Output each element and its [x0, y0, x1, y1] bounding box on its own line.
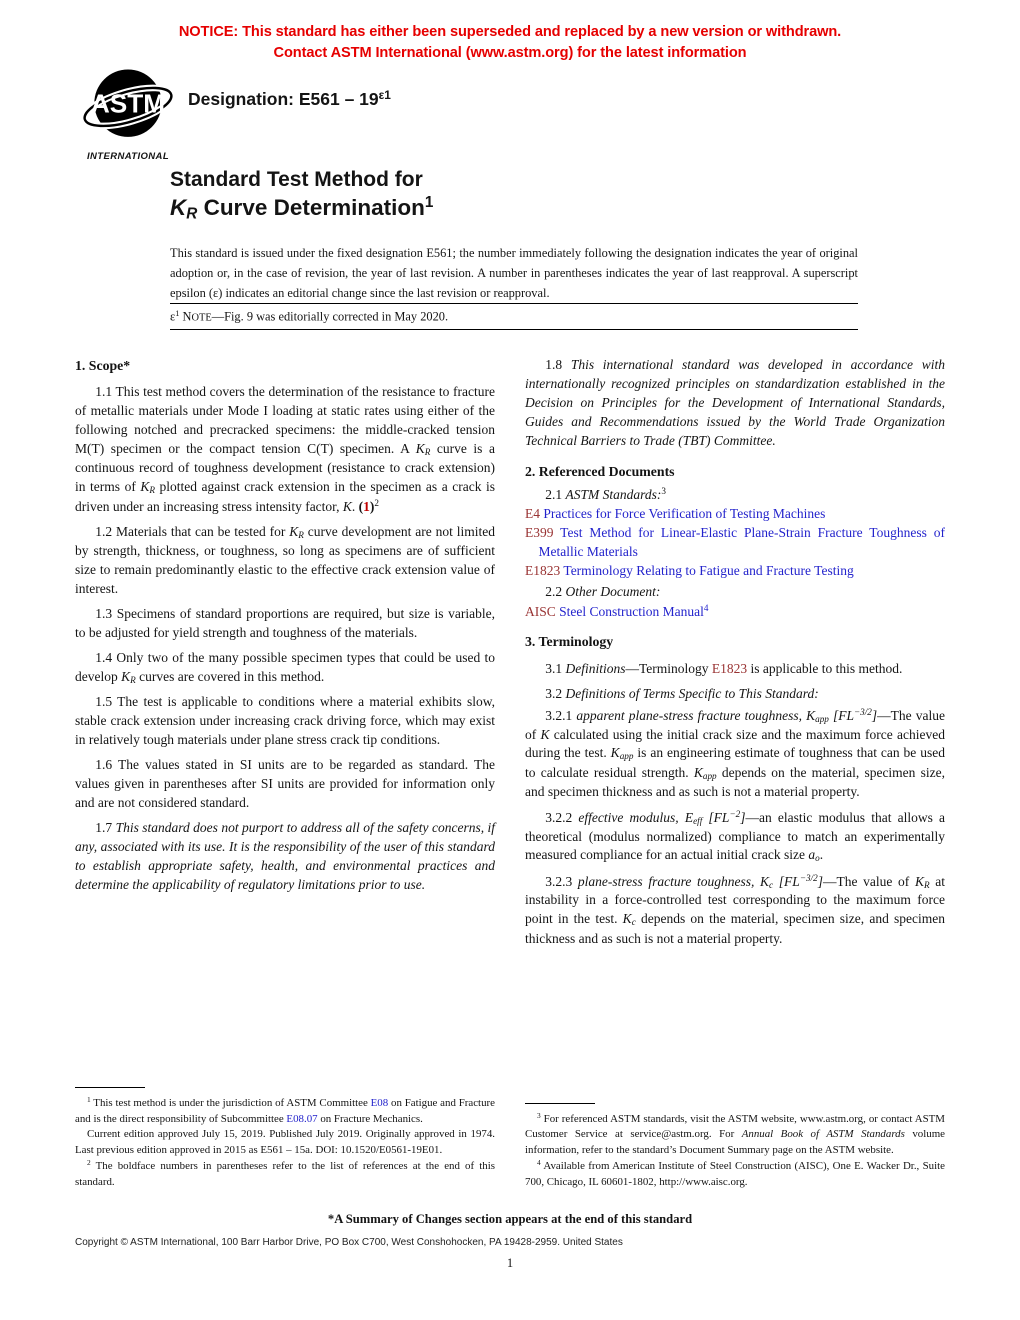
reference-item-e1823 [525, 562, 945, 581]
footnote-rule-right [525, 1103, 595, 1104]
body-columns [75, 352, 945, 1190]
reference-item-aisc: AISC Steel Construction Manual$^4$ [525, 602, 709, 619]
footnotes-right [525, 1103, 945, 1190]
footnote-2: $^2$ The boldface numbers in parentheses refer to the list of references at the end of this standard. [75, 1158, 495, 1188]
copyright-line: Copyright © ASTM International, 100 Barr Harbor Drive, PO Box C700, West Conshohocken, PA 19428-2959. United States [75, 1237, 623, 1248]
footnote-1: $^1$ This test method is under the jurisdiction of ASTM Committee E08 on Fatigue and Fracture and is the direct responsibility of Subcommittee E08.07 on Fracture Mechanics. [75, 1095, 495, 1125]
astm-logo-text: ASTM [90, 88, 166, 119]
link-aisc[interactable]: AISC [525, 603, 556, 619]
section-heading-scope: 1. Scope* [75, 358, 131, 373]
para-1-7: 1.7 This standard does not purport to address all of the safety concerns, if any, associated with its use. It is the responsibility of the user of this standard to establish appropriate safety, health, and environmental practices and determine the applicability of regulatory limitations prior to use. [75, 819, 496, 892]
link-e399-title[interactable]: Test Method for Linear-Elastic Plane-Strain Fracture Toughness of Metallic Materials [538, 524, 945, 559]
para-1-3: 1.3 Specimens of standard proportions are required, but size is variable, to be adjusted for yield strength and toughness of the materials. [75, 606, 495, 641]
title-line-1: Standard Test Method for [170, 168, 423, 191]
section-heading-terminology: 3. Terminology [525, 634, 614, 650]
link-e08[interactable]: E08 [370, 1097, 389, 1110]
link-reference-1[interactable]: 1 [363, 499, 370, 515]
left-column [75, 352, 495, 1190]
astm-logo [80, 62, 176, 162]
para-1-1: 1.1 This test method covers the determination of the resistance to fracture of metallic materials under Mode I loading at static rates using either of the following notched and precracked specimens: the middle-cracked tension M(T) specimen or the compact tension C(T) specimen. A $K_R$ curve is a continuous record of toughness development (resistance to crack extension) in terms of $K_R$ plotted against crack extension in the specimen as a crack is driven under an increasing stress intensity factor, K. $(1)^2$ [75, 384, 495, 515]
link-e399[interactable]: E399 [525, 524, 554, 540]
notice-line-2: Contact ASTM International (www.astm.org) for the latest information [273, 44, 747, 61]
section-heading-referenced-documents: 2. Referenced Documents [525, 463, 675, 479]
footnotes-left [75, 1087, 495, 1190]
para-2-2: 2.2 Other Document: [545, 583, 661, 599]
para-3-2-2: 3.2.2 effective modulus, $E_{eff}$ $[FL^{-2}]—an$ elastic modulus that allows a theoretical (modulus normalized) compliance to match an experimentally measured compliance for an actual initial crack size $a_o$. [525, 808, 946, 864]
link-e4[interactable]: E4 [525, 505, 540, 521]
para-1-8: 1.8 This international standard was developed in accordance with internationally recognized principles on standardization established in the Decision on Principles for the Development of International Standards, Guides and Recommendations issued by the World Trade Organization Technical Barriers to Trade (TBT) Committee. [525, 357, 946, 448]
reference-item-e4 [525, 505, 945, 524]
editorial-note: $\varepsilon^1$ NOTE—Fig. 9 was editorially corrected in May 2020. [170, 303, 858, 330]
title-line-2: $K_R$ Curve Determination$^1$ [170, 194, 434, 223]
footnote-1-continued: Current edition approved July 15, 2019. Published July 2019. Originally approved in 1974. Last previous edition approved in 2015 as E561 – 15a. DOI: 10.1520/E0561-19E01. [75, 1128, 495, 1156]
para-3-1: 3.1 Definitions—Terminology E1823 is applicable to this method. [545, 660, 903, 676]
para-1-6: 1.6 The values stated in SI units are to be regarded as standard. The values given in parentheses after SI units are provided for information only and are not considered standard. [75, 756, 495, 810]
summary-of-changes-note: *A Summary of Changes section appears at the end of this standard [327, 1212, 693, 1226]
para-1-4: 1.4 Only two of the many possible specimen types that could be used to develop $K_R$ curves are covered in this method. [75, 650, 495, 686]
header [80, 62, 391, 162]
right-column [525, 352, 945, 1190]
link-e08-07[interactable]: E08.07 [286, 1112, 318, 1125]
issued-statement: This standard is issued under the fixed designation E561; the number immediately following the designation indicates the year of original adoption or, in the case of revision, the year of last revision. A number in parentheses indicates the year of last reapproval. A superscript epsilon (ε) indicates an editorial change since the last revision or reapproval. [170, 246, 858, 301]
link-e1823[interactable]: E1823 [525, 562, 561, 578]
para-3-2-1: 3.2.1 apparent plane-stress fracture toughness, $K_{app}$ $[FL^{-3/2}]—The$ value of K calculated using the initial crack size and the maximum force achieved during the test. $K_{app}$ is an engineering estimate of toughness that can be used to calculate residual strength. $K_{app}$ depends on the material, specimen size, and specimen thickness and as such is not a material property. [525, 706, 945, 799]
document-title [170, 167, 433, 224]
para-3-2: 3.2 Definitions of Terms Specific to This Standard: [545, 685, 819, 701]
para-2-1: 2.1 ASTM Standards:$^3$ [545, 486, 666, 502]
para-1-2: 1.2 Materials that can be tested for $K_R$ curve development are not limited by strength, thickness, or toughness, so long as specimens are of sufficient size to remain predominantly elastic to the effective crack extension value of interest. [75, 524, 496, 597]
link-e1823-title[interactable]: Terminology Relating to Fatigue and Fracture Testing [563, 562, 854, 578]
notice-banner [0, 22, 1020, 63]
footnote-3: $^3$ For referenced ASTM standards, visit the ASTM website, www.astm.org, or contact ASTM Customer Service at service@astm.org. For Annual Book of ASTM Standards volume information, refer to the standard’s Document Summary page on the ASTM website. [525, 1110, 946, 1156]
astm-logo-icon [81, 62, 175, 150]
page-number: 1 [506, 1256, 514, 1270]
footnote-rule-left [75, 1087, 145, 1088]
designation: Designation: $E561 - 19^{\varepsilon 1}$ [188, 88, 391, 110]
para-3-2-3: 3.2.3 plane-stress fracture toughness, $K_c$ $[FL^{-3/2}]—The$ value of $K_R$ at instability in a force-controlled test corresponding to the maximum force point in the test. $K_c$ depends on the material, specimen size, and specimen thickness and as such is not a material property. [525, 872, 946, 946]
reference-item-e399 [525, 524, 945, 562]
notice-line-1: NOTICE: This standard has either been superseded and replaced by a new version or withdrawn. [178, 24, 842, 40]
link-e1823-definitions[interactable]: E1823 [711, 660, 748, 676]
footnote-4: $^4$ Available from American Institute of Steel Construction (AISC), One E. Wacker Dr., Suite 700, Chicago, IL 60601-1802, http://www.aisc.org. [525, 1158, 945, 1188]
astm-logo-international: INTERNATIONAL [86, 151, 170, 162]
link-aisc-title[interactable]: Steel Construction Manual [559, 603, 704, 619]
para-1-5: 1.5 The test is applicable to conditions where a material exhibits slow, stable crack extension under increasing crack driving force, which may exist in relatively tough materials under plane stress crack tip conditions. [75, 694, 495, 747]
link-e4-title[interactable]: Practices for Force Verification of Testing Machines [543, 505, 826, 521]
